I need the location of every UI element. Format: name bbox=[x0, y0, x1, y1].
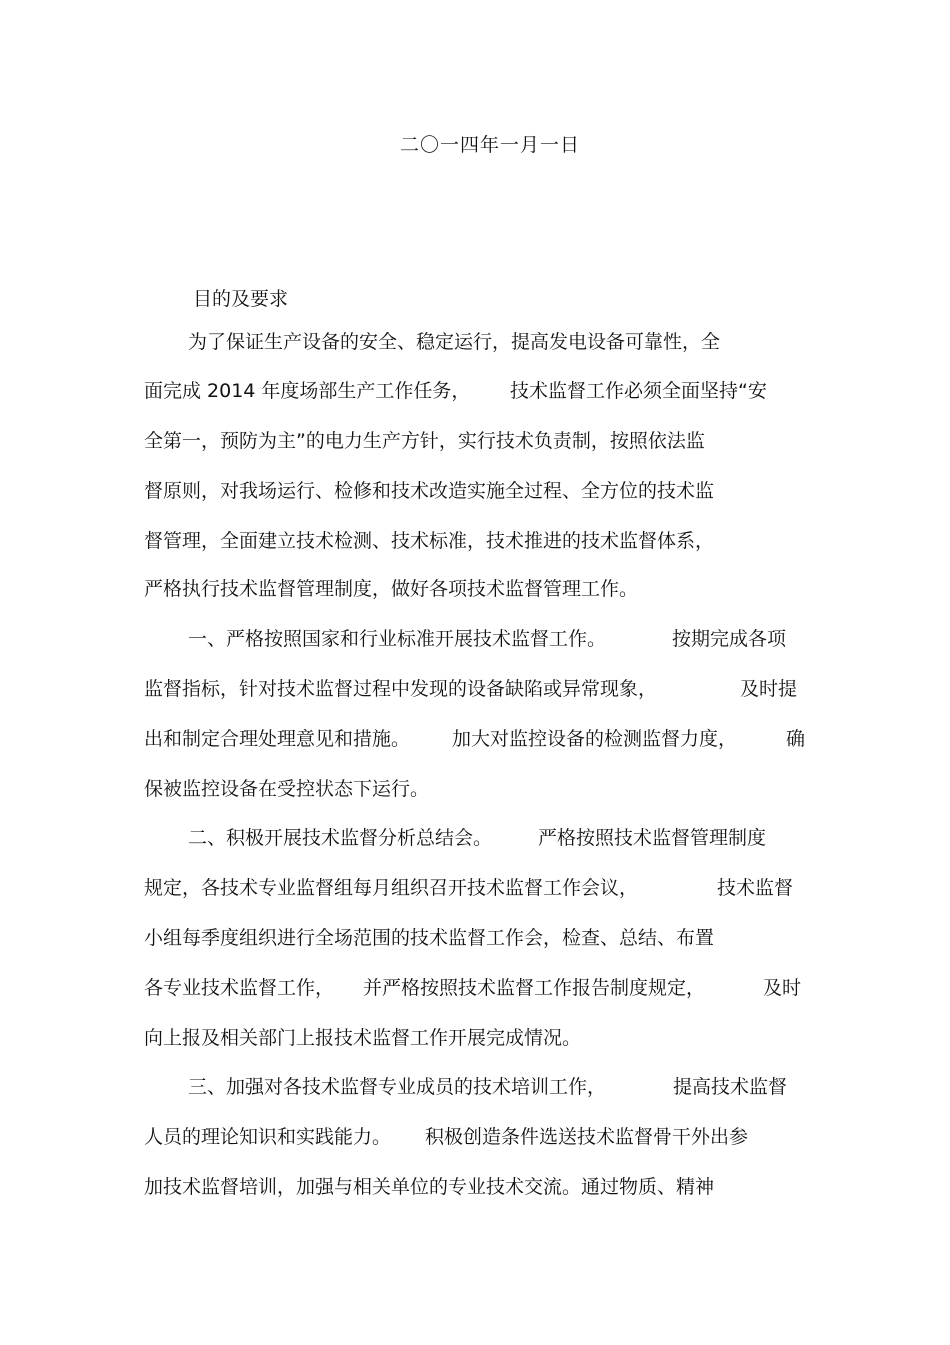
text-line bbox=[0, 329, 950, 355]
text-line bbox=[0, 975, 950, 1001]
text-segment: 按期完成各项 bbox=[672, 628, 787, 650]
text-segment: 出和制定合理处理意见和措施。 bbox=[144, 728, 411, 750]
text-segment: 二、积极开展技术监督分析总结会。 bbox=[188, 827, 493, 849]
text-line bbox=[0, 1124, 950, 1150]
text-line bbox=[0, 726, 950, 752]
text-line bbox=[0, 478, 950, 504]
text-segment: 加技术监督培训，加强与相关单位的专业技术交流。通过物质、精神 bbox=[144, 1176, 715, 1198]
text-line bbox=[0, 1025, 950, 1051]
text-segment: 督原则，对我场运行、检修和技术改造实施全过程、全方位的技术监 bbox=[144, 480, 715, 502]
text-segment: 各专业技术监督工作， bbox=[144, 977, 335, 999]
text-line bbox=[0, 428, 950, 454]
text-segment: 一、严格按照国家和行业标准开展技术监督工作。 bbox=[188, 628, 607, 650]
text-line bbox=[0, 378, 950, 404]
text-line bbox=[0, 875, 950, 901]
text-segment: 积极创造条件选送技术监督骨干外出参 bbox=[425, 1126, 749, 1148]
text-segment: 严格执行技术监督管理制度，做好各项技术监督管理工作。 bbox=[144, 578, 639, 600]
text-segment: 技术监督 bbox=[717, 877, 794, 899]
text-line bbox=[0, 1074, 950, 1100]
text-segment: 严格按照技术监督管理制度 bbox=[538, 827, 767, 849]
text-segment: 规定，各技术专业监督组每月组织召开技术监督工作会议， bbox=[144, 877, 639, 899]
text-segment: 人员的理论知识和实践能力。 bbox=[144, 1126, 392, 1148]
text-segment: 保被监控设备在受控状态下运行。 bbox=[144, 778, 430, 800]
text-line bbox=[0, 626, 950, 652]
text-segment: 小组每季度组织进行全场范围的技术监督工作会，检查、总结、布置 bbox=[144, 927, 715, 949]
text-segment: 三、加强对各技术监督专业成员的技术培训工作， bbox=[188, 1076, 607, 1098]
text-segment: 面完成 2014 年度场部生产工作任务， bbox=[144, 380, 471, 402]
text-segment: 并严格按照技术监督工作报告制度规定， bbox=[363, 977, 706, 999]
text-segment: 提高技术监督 bbox=[673, 1076, 788, 1098]
section-heading: 目的及要求 bbox=[193, 288, 289, 310]
text-line bbox=[0, 776, 950, 802]
text-segment: 监督指标，针对技术监督过程中发现的设备缺陷或异常现象， bbox=[144, 678, 658, 700]
text-line bbox=[0, 528, 950, 554]
text-line bbox=[0, 676, 950, 702]
text-segment: 向上报及相关部门上报技术监督工作开展完成情况。 bbox=[144, 1027, 582, 1049]
text-line bbox=[0, 576, 950, 602]
text-segment: 确 bbox=[786, 728, 806, 750]
text-segment: 加大对监控设备的检测监督力度， bbox=[452, 728, 738, 750]
text-segment: 技术监督工作必须全面坚持“安 bbox=[510, 380, 767, 402]
document-date: 二〇一四年一月一日 bbox=[399, 134, 580, 156]
text-line bbox=[0, 925, 950, 951]
text-line bbox=[0, 1174, 950, 1200]
text-segment: 及时 bbox=[763, 977, 802, 999]
text-line bbox=[0, 825, 950, 851]
text-segment: 督管理，全面建立技术检测、技术标准，技术推进的技术监督体系， bbox=[144, 530, 715, 552]
text-segment: 及时提 bbox=[740, 678, 798, 700]
text-segment: 全第一，预防为主”的电力生产方针，实行技术负责制，按照依法监 bbox=[144, 430, 705, 452]
text-segment: 为了保证生产设备的安全、稳定运行，提高发电设备可靠性，全 bbox=[188, 331, 721, 353]
